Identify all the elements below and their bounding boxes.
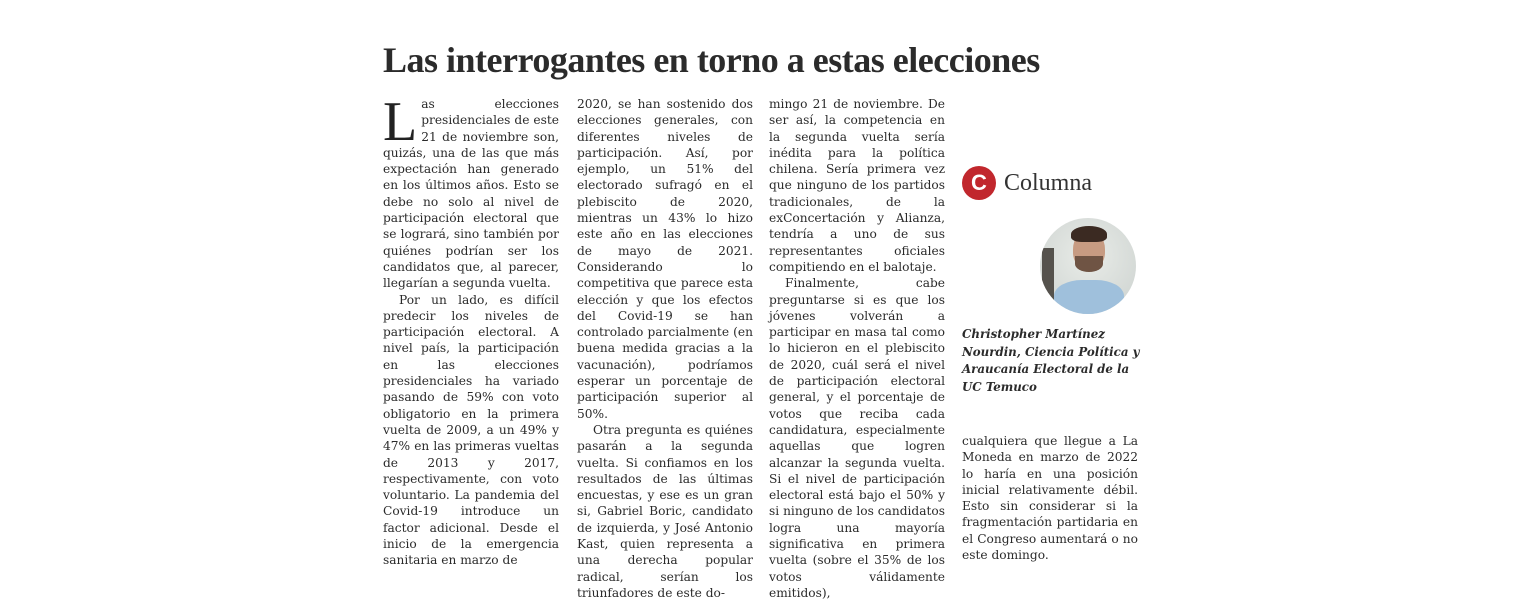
headline: Las interrogantes en torno a estas elecciones [383, 40, 1040, 81]
photo-beard [1075, 256, 1103, 272]
article-paragraph: Finalmente, cabe preguntarse si es que los jóvenes volverán a participar en masa tal como lo hicieron en el plebiscito de 2020, cuál será el nivel de participación electoral general, y el porcentaje de votos que reciba cada candidatura, especialmente aquellas que logren alcanzar la segunda vuelta. Si el nivel de participación electoral está bajo el 50% y si ninguno de los candidatos logra una mayoría significativa en primera vuelta (sobre el 35% de los votos válidamente emitidos), [769, 276, 945, 600]
article-column-3 [769, 96, 945, 601]
section-label [962, 166, 1092, 200]
author-byline: Christopher Martínez Nourdin, Ciencia Política y Araucanía Electoral de la UC Temuco [962, 327, 1140, 394]
article-column-4 [962, 433, 1138, 563]
article-paragraph: cualquiera que llegue a La Moneda en marzo de 2022 lo haría en una posición inicial relativamente débil. Esto sin considerar si la fragmentación partidaria en el Congreso aumentará o no este domingo. [962, 434, 1138, 563]
author-photo [1040, 218, 1136, 314]
photo-shirt [1054, 280, 1124, 314]
photo-background-detail [1042, 248, 1054, 308]
photo-hair [1071, 226, 1107, 242]
article-paragraph: Otra pregunta es quiénes pasarán a la segunda vuelta. Si confiamos en los resultados de las últimas encuestas, y ese es un gran si, Gabriel Boric, candidato de izquierda, y José Antonio Kast, quien representa a una derecha popular radical, serían los triunfadores de este do- [577, 422, 753, 600]
article-paragraph: 2020, se han sostenido dos elecciones generales, con diferentes niveles de participación. Así, por ejemplo, un 51% del electorado sufragó en el plebiscito de 2020, mientras un 43% lo hizo este año en las elecciones de mayo de 2021. Considerando lo competitiva que parece esta elección y que los efectos del Covid-19 se han controlado parcialmente (en buena medida gracias a la vacunación), podríamos esperar un porcentaje de participación superior al 50%. [577, 97, 753, 421]
paragraph-text: as elecciones presidenciales de este 21 de noviembre son, quizás, una de las que más expectación han generado en los últimos años. Esto se debe no solo al nivel de participación electoral que se logrará, sino también por quiénes podrían ser los candidatos que, al parecer, llegarían a segunda vuelta. [383, 97, 559, 291]
article-paragraph: Por un lado, es difícil predecir los niveles de participación electoral. A nivel país, la participación en las elecciones presidenciales ha variado pasando de 59% con voto obligatorio en la primera vuelta de 2009, a un 49% y 47% en las primeras vueltas de 2013 y 2017, respectivamente, con voto voluntario. La pandemia del Covid-19 introduce un factor adicional. Desde el inicio de la emergencia sanitaria en marzo de [383, 292, 559, 568]
article-paragraph: mingo 21 de noviembre. De ser así, la competencia en la segunda vuelta sería inédita para la política chilena. Sería primera vez que ninguno de los partidos tradicionales, de la exConcertación y Alianza, tendría a uno de sus representantes oficiales compitiendo en el balotaje. [769, 97, 945, 274]
section-title: Columna [1004, 169, 1092, 196]
columna-logo-icon: C [962, 166, 996, 200]
article-paragraph [383, 91, 559, 292]
drop-cap: L [383, 91, 418, 153]
article-column-1 [383, 91, 559, 569]
article-column-2 [577, 96, 753, 601]
